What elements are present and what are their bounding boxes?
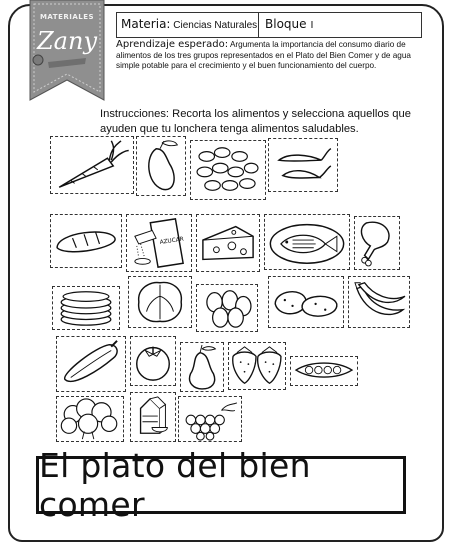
strawberries-icon: [229, 343, 285, 389]
brand-ribbon: [28, 0, 106, 104]
beans-icon: [191, 141, 265, 199]
food-card-chili-peppers[interactable]: [268, 138, 338, 192]
instructions-text: Instrucciones: Recorta los alimentos y selecciona aquellos que ayuden que tu lonchera tenga alimentos saludables.: [100, 108, 411, 135]
eggs-icon: [197, 285, 257, 331]
aprendizaje-label: Aprendizaje esperado:: [116, 39, 229, 50]
bananas-icon: [349, 277, 409, 327]
broccoli-icon: [57, 397, 123, 441]
cheese-icon: [197, 215, 259, 271]
grapes-icon: [179, 397, 241, 441]
food-card-eggs[interactable]: [196, 284, 258, 332]
mango-icon: [137, 137, 185, 195]
bloque-label: Bloque: [265, 17, 307, 31]
pancakes-icon: [53, 287, 119, 329]
page-title: El plato del bien comer: [39, 446, 311, 524]
food-card-broccoli[interactable]: [56, 396, 124, 442]
materia-cell: [117, 13, 259, 37]
food-card-pea-pod[interactable]: [290, 356, 358, 386]
fish-plate-icon: [265, 215, 349, 269]
zucchini-icon: [57, 337, 125, 391]
materia-value: Ciencias Naturales: [173, 20, 258, 31]
food-card-beans[interactable]: [190, 140, 266, 200]
sugar-box-icon: [127, 215, 191, 271]
food-card-chicken-leg[interactable]: [354, 216, 400, 270]
food-card-sugar-box[interactable]: [126, 214, 192, 272]
food-card-bread[interactable]: [50, 214, 122, 268]
lettuce-icon: [129, 277, 191, 327]
aprendizaje-text: Argumenta la importancia del consumo diario de alimentos de los tres grupos representados en el Plato del Bien Comer y de agua simple potable para el crecimiento y el buen funcionamiento del cuerpo.: [116, 40, 411, 71]
food-card-fish-plate[interactable]: [264, 214, 350, 270]
brand-line1: MATERIALES: [39, 13, 95, 21]
food-card-pear[interactable]: [180, 342, 224, 392]
food-card-grapes[interactable]: [178, 396, 242, 442]
bread-icon: [51, 215, 121, 267]
food-card-strawberries[interactable]: [228, 342, 286, 390]
pear-icon: [181, 343, 223, 391]
bloque-value: I: [310, 20, 314, 31]
carrot-icon: [51, 137, 133, 193]
bloque-cell: [259, 13, 319, 37]
chicken-leg-icon: [355, 217, 399, 269]
food-card-bananas[interactable]: [348, 276, 410, 328]
brand-line2: Zany: [37, 27, 97, 55]
title-box: [36, 446, 406, 524]
food-card-mango[interactable]: [136, 136, 186, 196]
potatoes-icon: [269, 277, 343, 327]
header-top-row: [116, 12, 422, 38]
food-card-potatoes[interactable]: [268, 276, 344, 328]
food-card-zucchini[interactable]: [56, 336, 126, 392]
header-box: [116, 12, 422, 96]
sugar-box-label: AZUCAR: [159, 236, 185, 246]
pea-pod-icon: [291, 357, 357, 385]
chili-peppers-icon: [269, 139, 337, 191]
food-card-cheese[interactable]: [196, 214, 260, 272]
food-card-lettuce[interactable]: [128, 276, 192, 328]
milk-carton-icon: [131, 393, 175, 441]
aprendizaje-esperado: [116, 40, 412, 72]
food-card-pancakes[interactable]: [52, 286, 120, 330]
food-card-carrot[interactable]: [50, 136, 134, 194]
food-card-milk-carton[interactable]: [130, 392, 176, 442]
materia-label: Materia:: [121, 17, 171, 31]
tomato-icon: [131, 337, 175, 385]
food-card-tomato[interactable]: [130, 336, 176, 386]
